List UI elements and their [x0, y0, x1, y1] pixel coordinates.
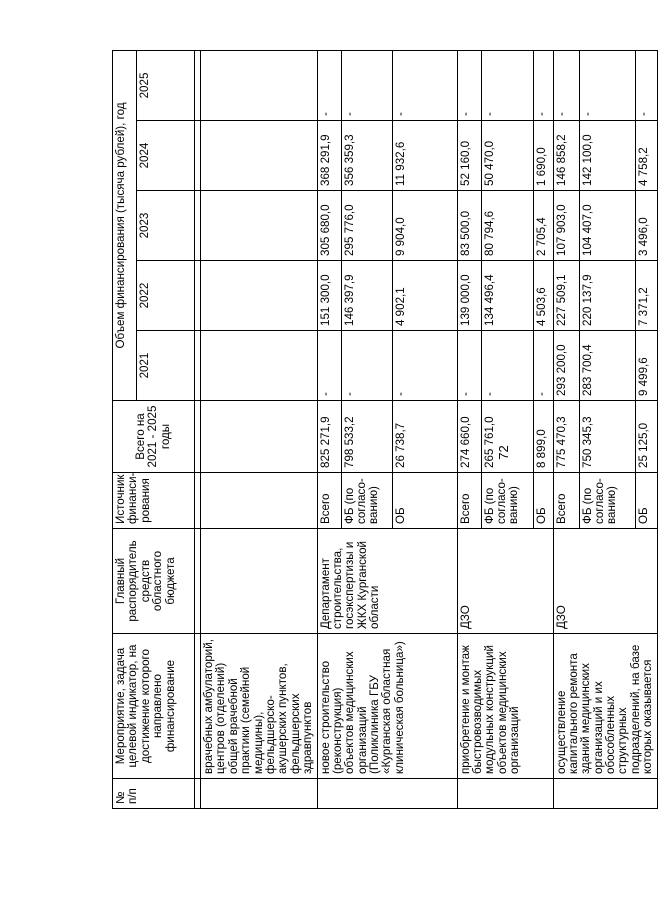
value-2025	[201, 50, 318, 120]
value-2024: 356 359,3	[341, 121, 392, 191]
header-manager: Главный распорядитель средств областного бюджета	[113, 529, 195, 634]
source-text: ФБ (по согласо-ванию)	[579, 473, 635, 529]
value-2024: 11 932,6	[392, 121, 457, 191]
value-2023: 107 903,0	[553, 191, 579, 261]
value-2023: 80 794,6	[481, 191, 533, 261]
value-2025: -	[553, 50, 579, 120]
header-funding: Объем финансирования (тысяча рублей), год	[113, 50, 137, 400]
header-num: № п/п	[113, 779, 195, 809]
value-2022: 146 397,9	[341, 261, 392, 331]
value-2021	[201, 331, 318, 401]
value-2021: 9 499,6	[635, 331, 657, 401]
value-2023: 3 496,0	[635, 191, 657, 261]
value-2022: 220 137,9	[579, 261, 635, 331]
header-year-2022: 2022	[137, 261, 195, 331]
value-2022: 227 509,1	[553, 261, 579, 331]
row-num	[457, 779, 553, 809]
value-2024: 50 470,0	[481, 121, 533, 191]
total-value: 825 271,9	[317, 401, 341, 473]
source-text: ОБ	[533, 473, 553, 529]
value-2022: 4 503,6	[533, 261, 553, 331]
source-text: Всего	[553, 473, 579, 529]
event-text: приобретение и монтаж быстровозводимых модульных конструкций объектов медицинских организаций	[457, 634, 553, 779]
value-2023: 9 904,0	[392, 191, 457, 261]
value-2023	[201, 191, 318, 261]
value-2024: 4 758,2	[635, 121, 657, 191]
value-2021: -	[392, 331, 457, 401]
value-2023: 305 680,0	[317, 191, 341, 261]
manager-text	[201, 529, 318, 634]
value-2022: 134 496,4	[481, 261, 533, 331]
header-event: Мероприятие, задача целевой индикатор, на достижение которого направлено финансирование	[113, 634, 195, 779]
value-2022: 151 300,0	[317, 261, 341, 331]
value-2024: 1 690,0	[533, 121, 553, 191]
value-2025: -	[533, 50, 553, 120]
value-2025: -	[317, 50, 341, 120]
total-value: 274 660,0	[457, 401, 481, 473]
value-2023: 83 500,0	[457, 191, 481, 261]
value-2025: -	[635, 50, 657, 120]
event-text: новое строительство (реконструкция) объектов медицинских организаций (Поликлиника ГБУ «Курганская областная клиническая больница»)	[317, 634, 457, 779]
value-2024: 146 858,2	[553, 121, 579, 191]
source-text	[201, 473, 318, 529]
total-value: 798 533,2	[341, 401, 392, 473]
value-2022: 4 902,1	[392, 261, 457, 331]
header-year-2025: 2025	[137, 50, 195, 120]
total-value: 265 761,0	[481, 401, 533, 473]
header-year-2023: 2023	[137, 191, 195, 261]
source-text: ОБ	[635, 473, 657, 529]
manager-text: Департамент строительства, госэкспертизы и ЖКХ Курганской области	[317, 529, 457, 634]
row-num	[553, 779, 657, 809]
row-num	[201, 779, 318, 809]
value-2025: -	[481, 50, 533, 120]
value-2021: 293 200,0	[553, 331, 579, 401]
event-text: врачебных амбулаторий, центров (отделений) общей врачебной практики (семейной медицины), фельдшерско-акушерских пунктов, фельдшерских здравпунктов	[201, 634, 318, 779]
value-2024	[201, 121, 318, 191]
value-2022	[201, 261, 318, 331]
value-2021: -	[533, 331, 553, 401]
value-2022: 139 000,0	[457, 261, 481, 331]
manager-text: ДЗО	[553, 529, 657, 634]
value-2021: 283 700,4	[579, 331, 635, 401]
value-2023: 2 705,4	[533, 191, 553, 261]
financing-table	[112, 50, 658, 809]
source-text: Всего	[317, 473, 341, 529]
value-2021: -	[341, 331, 392, 401]
value-2021: -	[457, 331, 481, 401]
value-2023: 295 776,0	[341, 191, 392, 261]
value-2024: 142 100,0	[579, 121, 635, 191]
value-2024: 52 160,0	[457, 121, 481, 191]
source-text: ФБ (по согласо-ванию)	[341, 473, 392, 529]
total-value: 26 738,7	[392, 401, 457, 473]
total-value: 775 470,3	[553, 401, 579, 473]
source-text: ФБ (по согласо-ванию)	[481, 473, 533, 529]
value-2025: -	[392, 50, 457, 120]
page-number: 72	[496, 445, 511, 460]
value-2025: -	[579, 50, 635, 120]
total-value: 8 899,0	[533, 401, 553, 473]
header-year-2021: 2021	[137, 331, 195, 401]
value-2023: 104 407,0	[579, 191, 635, 261]
header-total: Всего на 2021 - 2025 годы	[113, 401, 195, 473]
value-2022: 7 371,2	[635, 261, 657, 331]
source-text: ОБ	[392, 473, 457, 529]
value-2025: -	[341, 50, 392, 120]
header-source: Источник финанси-рования	[113, 473, 195, 529]
total-value: 25 125,0	[635, 401, 657, 473]
value-2024: 368 291,9	[317, 121, 341, 191]
total-value	[201, 401, 318, 473]
event-text: осуществление капитального ремонта зданий медицинских организаций и их обособленных структурных подразделений, на базе которых оказывается	[553, 634, 657, 779]
source-text: Всего	[457, 473, 481, 529]
value-2025: -	[457, 50, 481, 120]
value-2021: -	[481, 331, 533, 401]
manager-text: ДЗО	[457, 529, 553, 634]
row-num	[317, 779, 457, 809]
total-value: 750 345,3	[579, 401, 635, 473]
header-year-2024: 2024	[137, 121, 195, 191]
value-2021: -	[317, 331, 341, 401]
